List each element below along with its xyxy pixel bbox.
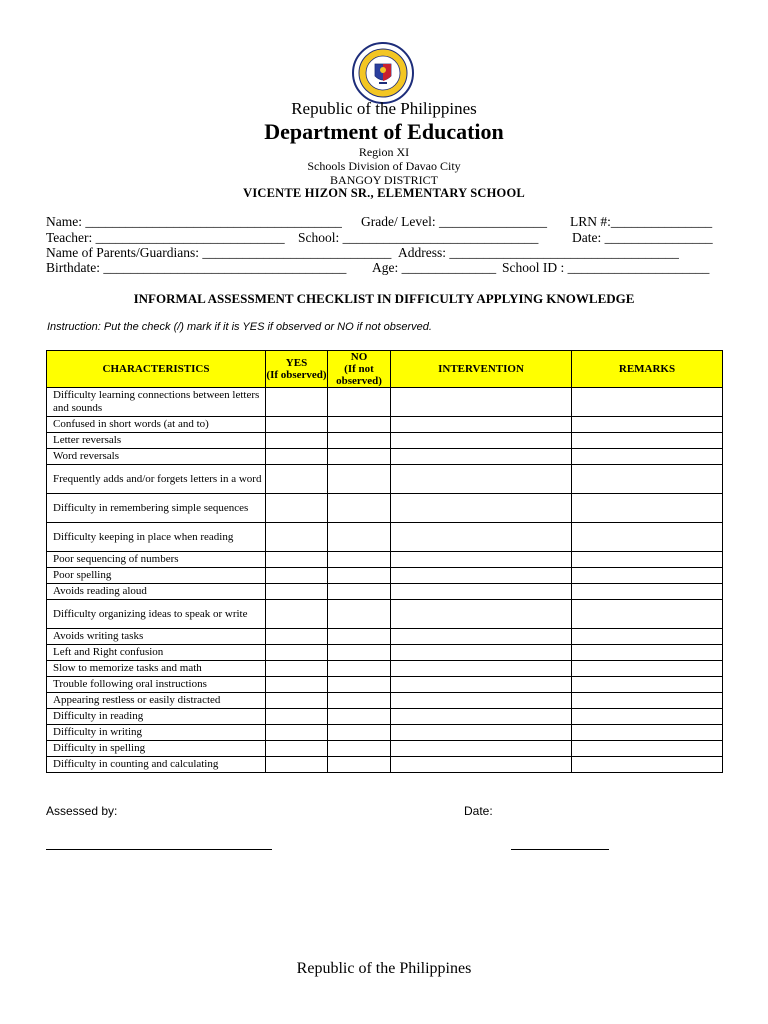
header-region: Region XI bbox=[358, 145, 410, 159]
col-intervention: INTERVENTION bbox=[391, 351, 572, 388]
intervention-cell[interactable] bbox=[391, 645, 572, 661]
yes-cell[interactable] bbox=[266, 433, 328, 449]
yes-cell[interactable] bbox=[266, 494, 328, 523]
remarks-cell[interactable] bbox=[572, 465, 723, 494]
characteristic-cell: Difficulty in spelling bbox=[47, 741, 266, 757]
checklist-body bbox=[47, 388, 723, 773]
yes-cell[interactable] bbox=[266, 568, 328, 584]
remarks-cell[interactable] bbox=[572, 600, 723, 629]
col-yes-label: YES bbox=[285, 357, 308, 369]
no-cell[interactable] bbox=[328, 433, 391, 449]
form-row-1 bbox=[46, 214, 722, 230]
no-cell[interactable] bbox=[328, 645, 391, 661]
table-row bbox=[47, 757, 723, 773]
form-row-2 bbox=[46, 230, 722, 246]
characteristic-cell: Difficulty in counting and calculating bbox=[47, 757, 266, 773]
no-cell[interactable] bbox=[328, 757, 391, 773]
yes-cell[interactable] bbox=[266, 600, 328, 629]
col-yes bbox=[266, 351, 328, 388]
no-cell[interactable] bbox=[328, 661, 391, 677]
header-department: Department of Education bbox=[264, 119, 504, 144]
table-row bbox=[47, 523, 723, 552]
remarks-cell[interactable] bbox=[572, 568, 723, 584]
yes-cell[interactable] bbox=[266, 417, 328, 433]
yes-cell[interactable] bbox=[266, 584, 328, 600]
characteristic-cell: Confused in short words (at and to) bbox=[47, 417, 266, 433]
characteristic-cell: Appearing restless or easily distracted bbox=[47, 693, 266, 709]
yes-cell[interactable] bbox=[266, 677, 328, 693]
form-row-3 bbox=[46, 245, 722, 261]
characteristic-cell: Poor spelling bbox=[47, 568, 266, 584]
teacher-field[interactable]: Teacher: ____________________________ bbox=[46, 230, 285, 245]
checklist-title: INFORMAL ASSESSMENT CHECKLIST IN DIFFICULTY APPLYING KNOWLEDGE bbox=[133, 291, 635, 306]
table-row bbox=[47, 677, 723, 693]
no-cell[interactable] bbox=[328, 725, 391, 741]
characteristic-cell: Difficulty in writing bbox=[47, 725, 266, 741]
intervention-cell[interactable] bbox=[391, 677, 572, 693]
characteristic-cell: Difficulty in reading bbox=[47, 709, 266, 725]
table-row bbox=[47, 629, 723, 645]
characteristic-cell: Difficulty in remembering simple sequences bbox=[47, 494, 266, 523]
remarks-cell[interactable] bbox=[572, 629, 723, 645]
remarks-cell[interactable] bbox=[572, 741, 723, 757]
school-field[interactable]: School: _____________________________ bbox=[298, 230, 539, 245]
parents-field[interactable]: Name of Parents/Guardians: ____________________________ bbox=[46, 245, 392, 260]
yes-cell[interactable] bbox=[266, 709, 328, 725]
school-id-field[interactable]: School ID : _____________________ bbox=[502, 260, 710, 275]
no-cell[interactable] bbox=[328, 709, 391, 725]
yes-cell[interactable] bbox=[266, 661, 328, 677]
table-row bbox=[47, 725, 723, 741]
footer-date-label: Date: bbox=[464, 804, 493, 818]
remarks-cell[interactable] bbox=[572, 388, 723, 417]
remarks-cell[interactable] bbox=[572, 417, 723, 433]
characteristic-cell: Avoids writing tasks bbox=[47, 629, 266, 645]
grade-level-field[interactable]: Grade/ Level: ________________ bbox=[361, 214, 547, 229]
col-no-sub: (If not observed) bbox=[336, 363, 382, 387]
table-row bbox=[47, 433, 723, 449]
table-row bbox=[47, 388, 723, 417]
remarks-cell[interactable] bbox=[572, 494, 723, 523]
no-cell[interactable] bbox=[328, 523, 391, 552]
table-row bbox=[47, 417, 723, 433]
table-row bbox=[47, 741, 723, 757]
table-row bbox=[47, 449, 723, 465]
table-row bbox=[47, 465, 723, 494]
assessor-signature-line[interactable] bbox=[46, 849, 272, 850]
characteristic-cell: Left and Right confusion bbox=[47, 645, 266, 661]
yes-cell[interactable] bbox=[266, 645, 328, 661]
intervention-cell[interactable] bbox=[391, 523, 572, 552]
yes-cell[interactable] bbox=[266, 693, 328, 709]
intervention-cell[interactable] bbox=[391, 757, 572, 773]
remarks-cell[interactable] bbox=[572, 645, 723, 661]
remarks-cell[interactable] bbox=[572, 523, 723, 552]
yes-cell[interactable] bbox=[266, 552, 328, 568]
table-row bbox=[47, 693, 723, 709]
table-row bbox=[47, 568, 723, 584]
no-cell[interactable] bbox=[328, 568, 391, 584]
col-no-label: NO bbox=[350, 351, 368, 363]
no-cell[interactable] bbox=[328, 417, 391, 433]
assessed-by-label: Assessed by: bbox=[46, 804, 118, 818]
header-district: BANGOY DISTRICT bbox=[330, 173, 438, 187]
table-row bbox=[47, 494, 723, 523]
yes-cell[interactable] bbox=[266, 523, 328, 552]
birthdate-field[interactable]: Birthdate: ____________________________________ bbox=[46, 260, 347, 275]
no-cell[interactable] bbox=[328, 677, 391, 693]
col-yes-sub: (If observed) bbox=[266, 369, 327, 381]
characteristic-cell: Slow to memorize tasks and math bbox=[47, 661, 266, 677]
intervention-cell[interactable] bbox=[391, 629, 572, 645]
bottom-republic: Republic of the Philippines bbox=[296, 960, 472, 977]
intervention-cell[interactable] bbox=[391, 449, 572, 465]
yes-cell[interactable] bbox=[266, 388, 328, 417]
no-cell[interactable] bbox=[328, 449, 391, 465]
intervention-cell[interactable] bbox=[391, 725, 572, 741]
col-characteristics: CHARACTERISTICS bbox=[47, 351, 266, 388]
no-cell[interactable] bbox=[328, 693, 391, 709]
intervention-cell[interactable] bbox=[391, 568, 572, 584]
characteristic-cell: Letter reversals bbox=[47, 433, 266, 449]
header-school: VICENTE HIZON SR., ELEMENTARY SCHOOL bbox=[243, 186, 525, 200]
table-row bbox=[47, 661, 723, 677]
remarks-cell[interactable] bbox=[572, 757, 723, 773]
intervention-cell[interactable] bbox=[391, 552, 572, 568]
table-row bbox=[47, 600, 723, 629]
yes-cell[interactable] bbox=[266, 465, 328, 494]
no-cell[interactable] bbox=[328, 584, 391, 600]
table-row bbox=[47, 709, 723, 725]
intervention-cell[interactable] bbox=[391, 494, 572, 523]
intervention-cell[interactable] bbox=[391, 388, 572, 417]
form-row-4 bbox=[46, 260, 722, 276]
col-no bbox=[328, 351, 391, 388]
characteristic-cell: Trouble following oral instructions bbox=[47, 677, 266, 693]
yes-cell[interactable] bbox=[266, 741, 328, 757]
lrn-field[interactable]: LRN #:_______________ bbox=[570, 214, 713, 229]
header-division: Schools Division of Davao City bbox=[307, 159, 461, 173]
table-row bbox=[47, 645, 723, 661]
date-field[interactable]: Date: ________________ bbox=[572, 230, 713, 245]
intervention-cell[interactable] bbox=[391, 693, 572, 709]
intervention-cell[interactable] bbox=[391, 417, 572, 433]
yes-cell[interactable] bbox=[266, 757, 328, 773]
address-field[interactable]: Address: __________________________________ bbox=[398, 245, 679, 260]
intervention-cell[interactable] bbox=[391, 661, 572, 677]
characteristic-cell: Difficulty keeping in place when reading bbox=[47, 523, 266, 552]
age-field[interactable]: Age: ______________ bbox=[372, 260, 497, 275]
no-cell[interactable] bbox=[328, 552, 391, 568]
yes-cell[interactable] bbox=[266, 629, 328, 645]
col-remarks: REMARKS bbox=[572, 351, 723, 388]
header-republic: Republic of the Philippines bbox=[291, 99, 477, 118]
remarks-cell[interactable] bbox=[572, 552, 723, 568]
checklist-table bbox=[46, 350, 723, 773]
remarks-cell[interactable] bbox=[572, 661, 723, 677]
table-row bbox=[47, 552, 723, 568]
characteristic-cell: Difficulty learning connections between letters and sounds bbox=[47, 388, 266, 417]
characteristic-cell: Frequently adds and/or forgets letters in a word bbox=[47, 465, 266, 494]
remarks-cell[interactable] bbox=[572, 433, 723, 449]
deped-seal-logo bbox=[352, 42, 414, 104]
characteristic-cell: Difficulty organizing ideas to speak or write bbox=[47, 600, 266, 629]
table-header-row bbox=[47, 351, 723, 388]
table-row bbox=[47, 584, 723, 600]
characteristic-cell: Word reversals bbox=[47, 449, 266, 465]
characteristic-cell: Avoids reading aloud bbox=[47, 584, 266, 600]
intervention-cell[interactable] bbox=[391, 741, 572, 757]
no-cell[interactable] bbox=[328, 388, 391, 417]
yes-cell[interactable] bbox=[266, 449, 328, 465]
name-field[interactable]: Name: ______________________________________ bbox=[46, 214, 342, 229]
no-cell[interactable] bbox=[328, 494, 391, 523]
intervention-cell[interactable] bbox=[391, 584, 572, 600]
footer-date-line[interactable] bbox=[511, 849, 609, 850]
intervention-cell[interactable] bbox=[391, 465, 572, 494]
remarks-cell[interactable] bbox=[572, 725, 723, 741]
intervention-cell[interactable] bbox=[391, 709, 572, 725]
intervention-cell[interactable] bbox=[391, 600, 572, 629]
characteristic-cell: Poor sequencing of numbers bbox=[47, 552, 266, 568]
no-cell[interactable] bbox=[328, 741, 391, 757]
instruction-text: Instruction: Put the check (/) mark if it is YES if observed or NO if not observed. bbox=[47, 321, 432, 333]
no-cell[interactable] bbox=[328, 600, 391, 629]
remarks-cell[interactable] bbox=[572, 709, 723, 725]
remarks-cell[interactable] bbox=[572, 677, 723, 693]
no-cell[interactable] bbox=[328, 465, 391, 494]
intervention-cell[interactable] bbox=[391, 433, 572, 449]
remarks-cell[interactable] bbox=[572, 584, 723, 600]
remarks-cell[interactable] bbox=[572, 693, 723, 709]
yes-cell[interactable] bbox=[266, 725, 328, 741]
no-cell[interactable] bbox=[328, 629, 391, 645]
remarks-cell[interactable] bbox=[572, 449, 723, 465]
